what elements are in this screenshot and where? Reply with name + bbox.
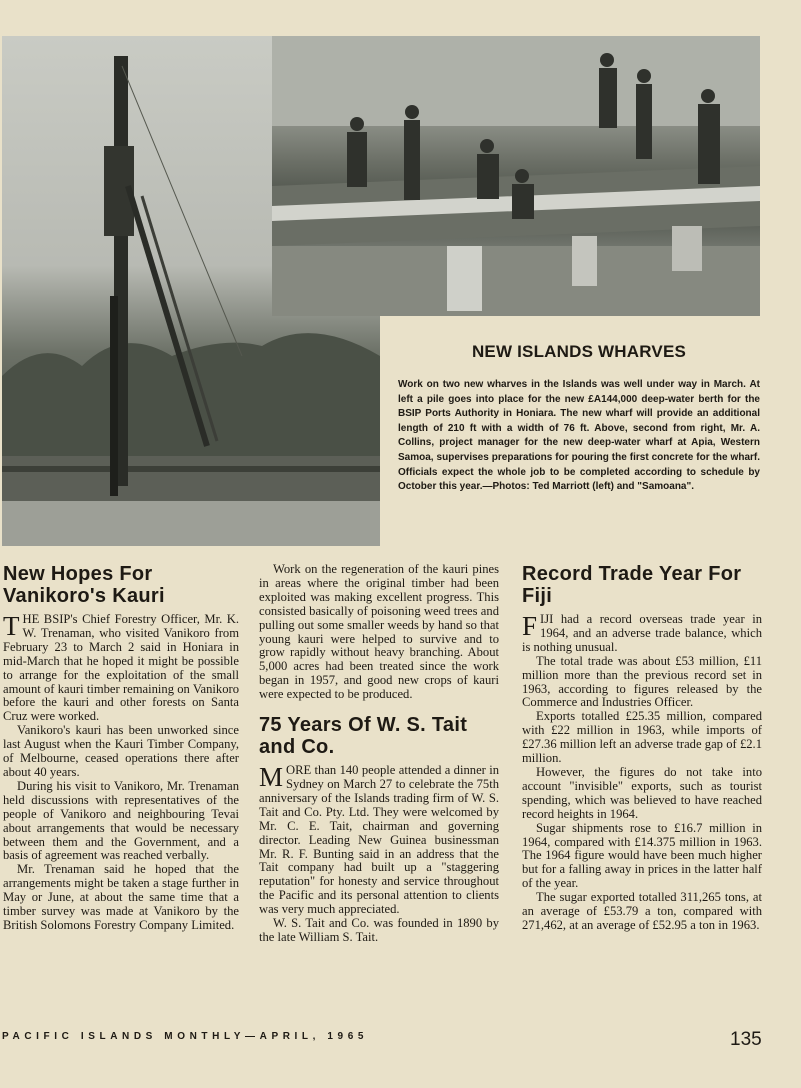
column-3: [522, 563, 762, 933]
drop-cap: T: [3, 611, 20, 641]
article-headline-fiji: Record Trade Year For Fiji: [522, 563, 742, 607]
article-paragraph: Exports totalled £25.35 million, compared with £22 million in 1963, while imports of £27.36 million left an adverse trade gap of £2.1 million.: [522, 709, 762, 766]
article-paragraph: Mr. Trenaman said he hoped that the arrangements might be taken a stage further in May or June, at about the same time that a timber survey was made at Vanikoro by the British Solomons Forestry Company Limited.: [3, 862, 239, 932]
article-paragraph: THE BSIP's Chief Forestry Officer, Mr. K. W. Trenaman, who visited Vanikoro from February 23 to March 2 said in Honiara in mid-March that he hoped it might be possible to arrange for the exploitation of the small amount of kauri timber remaining on Vanikoro before the kauri and other forests on Santa Cruz were worked.: [3, 611, 239, 724]
article-paragraph: Vanikoro's kauri has been unworked since last August when the Kauri Timber Company, of Melbourne, ceased operations there after about 40 years.: [3, 723, 239, 779]
article-paragraph: The sugar exported totalled 311,265 tons, at an average of £53.79 a ton, compared with 271,462, at an average of £52.95 a ton in 1963.: [522, 890, 762, 932]
photo-caption: [398, 342, 760, 495]
page-number: 135: [730, 1029, 762, 1050]
article-paragraph: However, the figures do not take into account "invisible" exports, such as tourist spending, which was believed to have reached record heights in 1964.: [522, 764, 762, 821]
column-1: [3, 563, 239, 933]
caption-text: Work on two new wharves in the Islands was well under way in March. At left a pile goes into place for the new £A144,000 deep-water berth for the BSIP Ports Authority in Honiara. The new wharf will provide an additional length of 210 ft with a width of 76 ft. Above, second from right, Mr. A. Collins, project manager for the new deep-water wharf at Apia, Western Samoa, supervises preparations for pouring the first concrete for the wharf. Officials expect the whole job to be completed according to schedule by October this year.—Photos: Ted Marriott (left) and "Samoana".: [398, 379, 760, 493]
drop-cap: F: [522, 611, 538, 641]
article-paragraph: Sugar shipments rose to £16.7 million in 1964, compared with £14.375 million in 1963. The 1964 figure would have been much higher but for a falling away in prices in the latter half of the year.: [522, 820, 762, 891]
article-paragraph: Work on the regeneration of the kauri pines in areas where the original timber had been exploited was making excellent progress. This consisted basically of poisoning weed trees and pulling out some smaller weeds by hand so that young kauri were helped to survive and to grow rapidly without heavy branching. About 5,000 acres had been treated since the work began in 1957, and good new crops of kauri were expected to be produced.: [259, 562, 499, 702]
article-paragraph: FIJI had a record overseas trade year in 1964, and an adverse trade balance, which is nothing unusual.: [522, 611, 762, 654]
article-paragraph: The total trade was about £53 million, £11 million more than the previous record set in 1963, according to figures released by the Commerce and Industries Officer.: [522, 653, 762, 710]
wharf-workers-illustration: [272, 36, 760, 316]
running-footer: PACIFIC ISLANDS MONTHLY—APRIL, 1965: [2, 1031, 369, 1042]
article-paragraph: W. S. Tait and Co. was founded in 1890 by the late William S. Tait.: [259, 916, 499, 944]
article-headline-vanikoro: New Hopes For Vanikoro's Kauri: [3, 563, 165, 607]
wharf-workers-photo: [272, 36, 760, 316]
caption-title: NEW ISLANDS WHARVES: [471, 342, 687, 361]
article-headline-tait: 75 Years Of W. S. Tait and Co.: [259, 714, 468, 759]
article-paragraph: During his visit to Vanikoro, Mr. Trenaman held discussions with representatives of the people of Vanikoro and neighbouring Tevai about arrangements that would be necessary between them and the Government, and a basis of agreement was reached verbally.: [3, 778, 239, 863]
column-2: [259, 563, 499, 945]
article-paragraph: MORE than 140 people attended a dinner in Sydney on March 27 to celebrate the 75th anniversary of the Islands trading firm of W. S. Tait and Co. Pty. Ltd. They were welcomed by Mr. C. E. Tait, chairman and governing director. Leading New Guinea businessman Mr. R. F. Bunting said in an address that the Tait company had built up a "staggering reputation" for honesty and service throughout the Pacific and its personal attention to clients was very much appreciated.: [259, 762, 499, 917]
drop-cap: M: [259, 762, 284, 793]
